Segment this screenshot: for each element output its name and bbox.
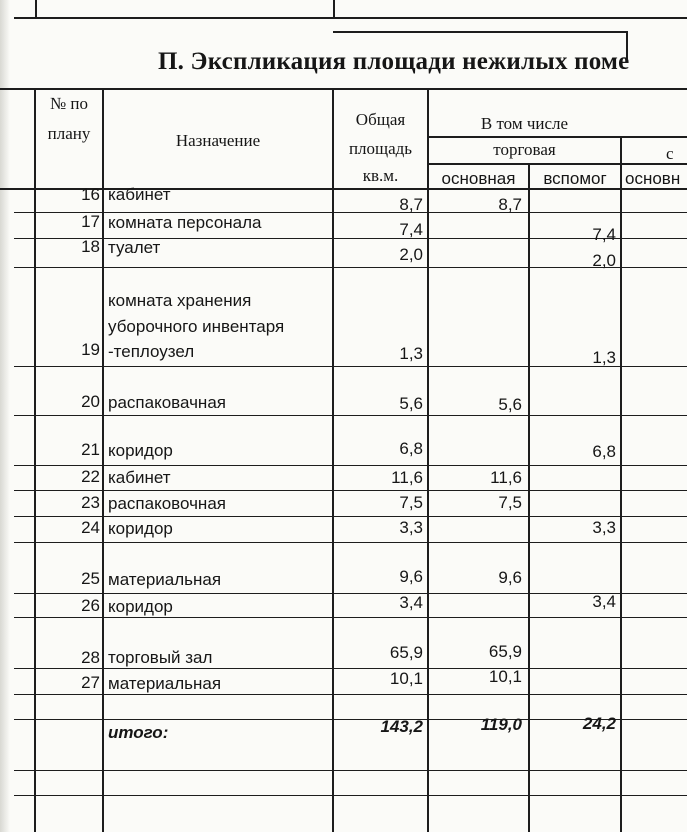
- top-rule-2: [333, 31, 627, 33]
- row-aux: 3,3: [592, 518, 616, 537]
- row-purpose: материальная: [108, 570, 222, 589]
- subheader-line-2: [428, 163, 687, 165]
- header-trade: торговая: [493, 140, 556, 159]
- row-number: 19: [81, 340, 100, 359]
- row-purpose: коридор: [108, 597, 173, 616]
- row-main: 7,5: [498, 493, 522, 512]
- row-line: [14, 542, 687, 543]
- top-divider: [333, 0, 335, 19]
- row-purpose: кабинет: [108, 185, 171, 204]
- row-total: 2,0: [399, 245, 423, 264]
- totals-total: 143,2: [380, 717, 423, 736]
- row-line: [14, 770, 687, 771]
- section-title: П. Экспликация площади нежилых поме: [158, 48, 630, 75]
- row-line: [14, 668, 687, 669]
- header-next-group: с: [666, 144, 674, 163]
- row-aux: 7,4: [592, 225, 616, 244]
- totals-aux: 24,2: [582, 714, 616, 733]
- row-total: 3,3: [399, 518, 423, 537]
- totals-label: итого:: [108, 723, 169, 742]
- row-line: [14, 694, 687, 695]
- header-number-line1: № по: [49, 94, 89, 113]
- row-line: [14, 465, 687, 466]
- row-purpose: коридор: [108, 441, 173, 460]
- row-purpose: комната персонала: [108, 213, 262, 232]
- col-line-total: [427, 88, 429, 832]
- row-total: 5,6: [399, 394, 423, 413]
- header-area-line3: кв.м.: [362, 166, 399, 185]
- row-number: 22: [81, 467, 100, 486]
- row-number: 27: [81, 673, 100, 692]
- row-aux: 1,3: [592, 348, 616, 367]
- row-number: 28: [81, 648, 100, 667]
- row-number: 18: [81, 237, 100, 256]
- page-edge-shadow: [0, 0, 10, 832]
- row-number: 17: [81, 212, 100, 231]
- row-number: 21: [81, 440, 100, 459]
- row-line: [14, 516, 687, 517]
- header-area-line1: Общая: [355, 110, 406, 129]
- row-total: 1,3: [399, 344, 423, 363]
- header-number-line2: плану: [47, 124, 91, 143]
- header-purpose: Назначение: [175, 131, 261, 150]
- row-total: 6,8: [399, 439, 423, 458]
- row-number: 24: [81, 518, 100, 537]
- row-total: 11,6: [391, 468, 423, 487]
- row-purpose-line3: -теплоузел: [108, 342, 195, 361]
- header-including: В том числе: [480, 114, 569, 133]
- row-total: 8,7: [399, 195, 423, 214]
- row-purpose: распаковочная: [108, 494, 226, 513]
- row-purpose-line1: комната хранения: [108, 291, 252, 310]
- row-purpose: кабинет: [108, 468, 171, 487]
- header-main-2: основн: [625, 169, 681, 188]
- row-main: 65,9: [488, 642, 522, 661]
- row-line: [14, 490, 687, 491]
- row-total: 9,6: [399, 567, 423, 586]
- row-aux: 2,0: [592, 251, 616, 270]
- row-total: 7,5: [399, 493, 423, 512]
- col-line-number: [102, 88, 104, 832]
- row-number: 23: [81, 493, 100, 512]
- row-purpose: материальная: [108, 674, 222, 693]
- row-line: [14, 617, 687, 618]
- row-total: 65,9: [389, 643, 423, 662]
- row-total: 3,4: [399, 593, 423, 612]
- top-rule-1: [14, 17, 687, 19]
- row-line: [14, 795, 687, 796]
- header-main: основная: [441, 169, 516, 188]
- row-aux: 6,8: [592, 442, 616, 461]
- row-main: 8,7: [498, 195, 522, 214]
- row-main: 9,6: [498, 568, 522, 587]
- col-line-aux: [620, 136, 622, 832]
- row-purpose: торговый зал: [108, 648, 213, 667]
- row-purpose-line2: уборочного инвентаря: [108, 317, 285, 336]
- row-total: 10,1: [389, 669, 423, 688]
- row-purpose: распаковачная: [108, 393, 226, 412]
- header-area-line2: площадь: [348, 139, 413, 158]
- subheader-line-1: [428, 136, 687, 138]
- row-main: 10,1: [488, 667, 522, 686]
- row-main: 11,6: [490, 468, 522, 487]
- row-number: 25: [81, 569, 100, 588]
- row-total: 7,4: [399, 220, 423, 239]
- totals-main: 119,0: [480, 715, 522, 734]
- row-purpose: туалет: [108, 238, 161, 257]
- row-main: 5,6: [498, 395, 522, 414]
- row-number: 26: [81, 596, 100, 615]
- header-aux: вспомог: [543, 169, 607, 188]
- row-number: 16: [81, 185, 100, 204]
- left-margin-line-top: [35, 0, 37, 19]
- row-line: [14, 415, 687, 416]
- row-number: 20: [81, 392, 100, 411]
- row-aux: 3,4: [592, 592, 616, 611]
- row-purpose: коридор: [108, 519, 173, 538]
